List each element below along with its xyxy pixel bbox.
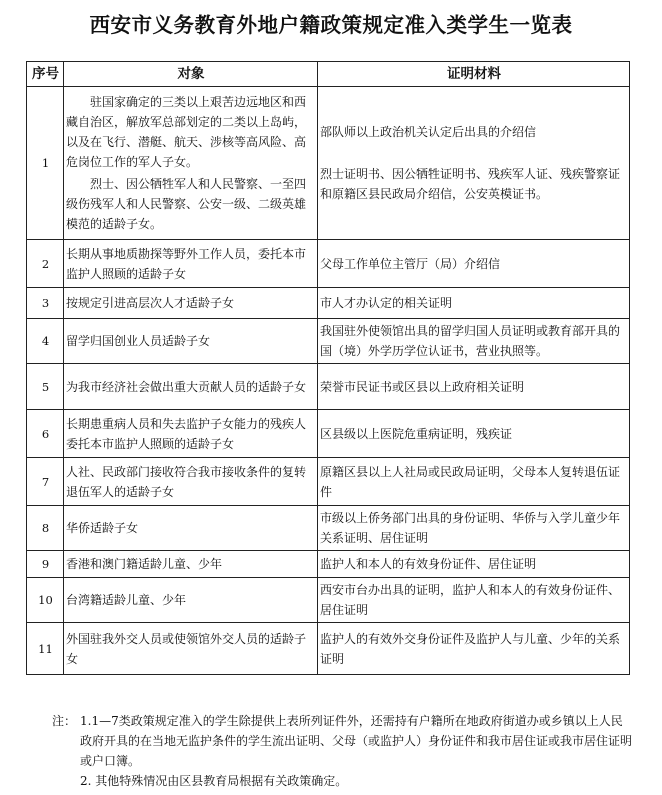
table-row [27, 87, 630, 240]
row-number: 1 [27, 87, 64, 240]
table-row [27, 551, 630, 578]
row-proof: 我国驻外使领馆出具的留学归国人员证明或教育部开具的国（境）外学历学位认证书，营业执照等。 [318, 319, 630, 364]
table-row [27, 319, 630, 364]
row-proof: 荣誉市民证书或区县以上政府相关证明 [318, 364, 630, 410]
row-proof: 原籍区县以上人社局或民政局证明，父母本人复转退伍证件 [318, 458, 630, 506]
header-target: 对象 [64, 62, 318, 87]
row-number: 2 [27, 240, 64, 288]
page-title: 西安市义务教育外地户籍政策规定准入类学生一览表 [89, 13, 573, 37]
row-target [64, 87, 318, 240]
row-proof: 市级以上侨务部门出具的身份证明、华侨与入学儿童少年关系证明、居住证明 [318, 506, 630, 551]
row-proof [318, 87, 630, 240]
header-proof: 证明材料 [318, 62, 630, 87]
header-no: 序号 [27, 62, 64, 87]
row-number: 8 [27, 506, 64, 551]
footnote-text: 2. 其他特殊情况由区县教育局根据有关政策确定。 [80, 774, 348, 788]
row-target: 华侨适龄子女 [64, 506, 318, 551]
proof-paragraph: 部队师以上政治机关认定后出具的介绍信 [320, 125, 537, 139]
table-row [27, 288, 630, 319]
table-row [27, 623, 630, 675]
policy-table [26, 61, 630, 675]
row-target: 按规定引进高层次人才适龄子女 [64, 288, 318, 319]
table-row [27, 458, 630, 506]
row-number: 7 [27, 458, 64, 506]
row-proof: 区县级以上医院危重病证明，残疾证 [318, 410, 630, 458]
row-number: 9 [27, 551, 64, 578]
proof-paragraph: 烈士证明书、因公牺牲证明书、残疾军人证、残疾警察证和原籍区县民政局介绍信，公安英模证书。 [320, 167, 621, 201]
row-target: 外国驻我外交人员或使领馆外交人员的适龄子女 [64, 623, 318, 675]
row-proof: 监护人和本人的有效身份证件、居住证明 [318, 551, 630, 578]
table-row [27, 364, 630, 410]
row-number: 11 [27, 623, 64, 675]
row-target: 长期患重病人员和失去监护子女能力的残疾人委托本市监护人照顾的适龄子女 [64, 410, 318, 458]
footnote-text: 1.1—7类政策规定准入的学生除提供上表所列证件外，还需持有户籍所在地政府街道办或乡镇以上人民政府开具的在当地无监护条件的学生流出证明、父母（或监护人）身份证件和我市居住证或我市居住证明或户口簿。 [80, 714, 633, 768]
footnote-item [52, 771, 632, 791]
target-paragraph: 烈士、因公牺牲军人和人民警察、一至四级伤残军人和人民警察、公安一级、二级英雄模范的适龄子女。 [66, 177, 307, 231]
footnote-label: 注： [52, 714, 77, 728]
row-proof: 监护人的有效外交身份证件及监护人与儿童、少年的关系证明 [318, 623, 630, 675]
row-number: 3 [27, 288, 64, 319]
table-row [27, 240, 630, 288]
row-target: 留学归国创业人员适龄子女 [64, 319, 318, 364]
row-target: 香港和澳门籍适龄儿童、少年 [64, 551, 318, 578]
row-number: 6 [27, 410, 64, 458]
row-proof: 西安市台办出具的证明，监护人和本人的有效身份证件、居住证明 [318, 578, 630, 623]
footnote-item [52, 711, 632, 771]
row-number: 10 [27, 578, 64, 623]
row-number: 5 [27, 364, 64, 410]
row-proof: 父母工作单位主管厅（局）介绍信 [318, 240, 630, 288]
row-number: 4 [27, 319, 64, 364]
table-header-row [27, 62, 630, 87]
row-target: 人社、民政部门接收符合我市接收条件的复转退伍军人的适龄子女 [64, 458, 318, 506]
table-row [27, 506, 630, 551]
target-paragraph: 驻国家确定的三类以上艰苦边远地区和西藏自治区，解放军总部划定的二类以上岛屿，以及在飞行、潜艇、航天、涉核等高风险、高危岗位工作的军人子女。 [66, 95, 307, 169]
row-proof: 市人才办认定的相关证明 [318, 288, 630, 319]
table-row [27, 410, 630, 458]
row-target: 长期从事地质勘探等野外工作人员，委托本市监护人照顾的适龄子女 [64, 240, 318, 288]
row-target: 台湾籍适龄儿童、少年 [64, 578, 318, 623]
row-target: 为我市经济社会做出重大贡献人员的适龄子女 [64, 364, 318, 410]
footnotes [52, 711, 632, 791]
table-row [27, 578, 630, 623]
